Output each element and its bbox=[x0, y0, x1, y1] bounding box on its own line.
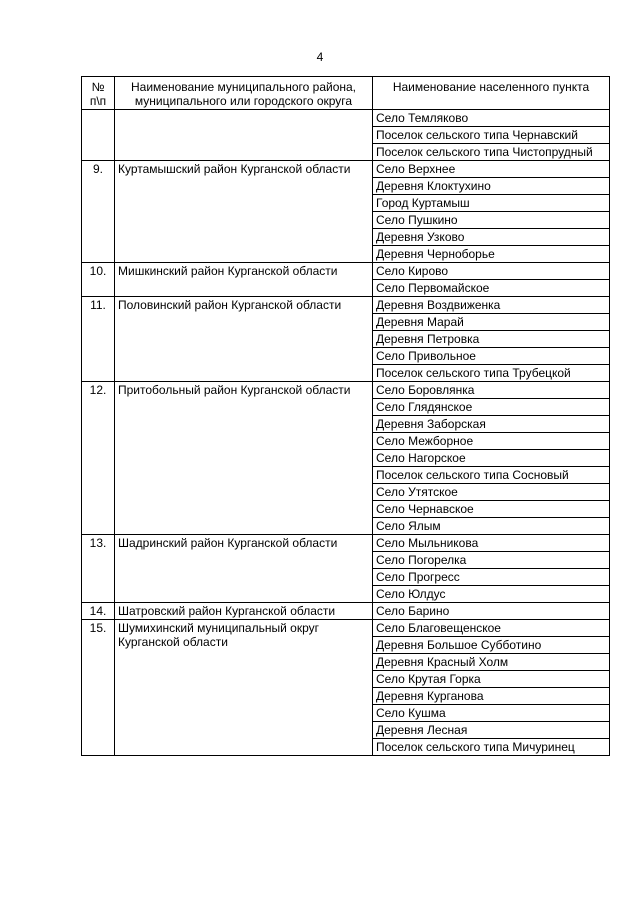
table-row bbox=[82, 535, 610, 552]
settlement-name: Поселок сельского типа Чистопрудный bbox=[373, 144, 610, 161]
settlement-name: Село Глядянское bbox=[373, 399, 610, 416]
settlement-name: Село Кирово bbox=[373, 263, 610, 280]
settlement-name: Село Верхнее bbox=[373, 161, 610, 178]
settlement-name: Деревня Заборская bbox=[373, 416, 610, 433]
table-row bbox=[82, 297, 610, 314]
row-number: 9. bbox=[82, 161, 115, 263]
settlement-name: Село Привольное bbox=[373, 348, 610, 365]
settlement-name: Поселок сельского типа Мичуринец bbox=[373, 739, 610, 756]
settlement-name: Деревня Большое Субботино bbox=[373, 637, 610, 654]
settlement-name: Село Нагорское bbox=[373, 450, 610, 467]
table-row bbox=[82, 161, 610, 178]
settlement-name: Деревня Лесная bbox=[373, 722, 610, 739]
settlement-name: Село Чернавское bbox=[373, 501, 610, 518]
settlement-name: Село Первомайское bbox=[373, 280, 610, 297]
table-header-row bbox=[82, 77, 610, 110]
settlement-name: Деревня Черноборье bbox=[373, 246, 610, 263]
settlement-name: Поселок сельского типа Трубецкой bbox=[373, 365, 610, 382]
district-name bbox=[115, 110, 373, 161]
district-name: Шумихинский муниципальный округ Курганской области bbox=[115, 620, 373, 756]
header-number: № п\п bbox=[82, 77, 115, 110]
district-name: Половинский район Курганской области bbox=[115, 297, 373, 382]
settlement-name: Деревня Марай bbox=[373, 314, 610, 331]
settlement-name: Деревня Красный Холм bbox=[373, 654, 610, 671]
district-name: Шадринский район Курганской области bbox=[115, 535, 373, 603]
settlement-name: Поселок сельского типа Сосновый bbox=[373, 467, 610, 484]
table-row bbox=[82, 110, 610, 127]
settlement-name: Село Межборное bbox=[373, 433, 610, 450]
settlement-name: Деревня Клоктухино bbox=[373, 178, 610, 195]
settlement-name: Село Барино bbox=[373, 603, 610, 620]
settlement-name: Деревня Курганова bbox=[373, 688, 610, 705]
settlement-name: Село Мыльникова bbox=[373, 535, 610, 552]
settlement-name: Село Кушма bbox=[373, 705, 610, 722]
settlement-name: Село Утятское bbox=[373, 484, 610, 501]
page-number: 4 bbox=[316, 50, 324, 64]
header-district: Наименование муниципального района, муниципального или городского округа bbox=[115, 77, 373, 110]
district-name: Мишкинский район Курганской области bbox=[115, 263, 373, 297]
row-number: 14. bbox=[82, 603, 115, 620]
settlement-name: Город Куртамыш bbox=[373, 195, 610, 212]
settlement-name: Деревня Петровка bbox=[373, 331, 610, 348]
row-number bbox=[82, 110, 115, 161]
settlement-name: Село Юлдус bbox=[373, 586, 610, 603]
row-number: 11. bbox=[82, 297, 115, 382]
district-name: Куртамышский район Курганской области bbox=[115, 161, 373, 263]
row-number: 13. bbox=[82, 535, 115, 603]
row-number: 12. bbox=[82, 382, 115, 535]
settlement-name: Село Боровлянка bbox=[373, 382, 610, 399]
settlement-name: Село Пушкино bbox=[373, 212, 610, 229]
settlement-name: Деревня Воздвиженка bbox=[373, 297, 610, 314]
settlement-name: Село Крутая Горка bbox=[373, 671, 610, 688]
settlements-table bbox=[81, 76, 610, 756]
settlement-name: Село Темляково bbox=[373, 110, 610, 127]
settlement-name: Село Прогресс bbox=[373, 569, 610, 586]
settlement-name: Поселок сельского типа Чернавский bbox=[373, 127, 610, 144]
settlement-name: Село Ялым bbox=[373, 518, 610, 535]
row-number: 15. bbox=[82, 620, 115, 756]
district-name: Шатровский район Курганской области bbox=[115, 603, 373, 620]
table-row bbox=[82, 603, 610, 620]
table-row bbox=[82, 382, 610, 399]
settlement-name: Село Погорелка bbox=[373, 552, 610, 569]
table-row bbox=[82, 620, 610, 637]
table-row bbox=[82, 263, 610, 280]
settlement-name: Деревня Узково bbox=[373, 229, 610, 246]
settlement-name: Село Благовещенское bbox=[373, 620, 610, 637]
district-name: Притобольный район Курганской области bbox=[115, 382, 373, 535]
header-settlement: Наименование населенного пункта bbox=[373, 77, 610, 110]
row-number: 10. bbox=[82, 263, 115, 297]
